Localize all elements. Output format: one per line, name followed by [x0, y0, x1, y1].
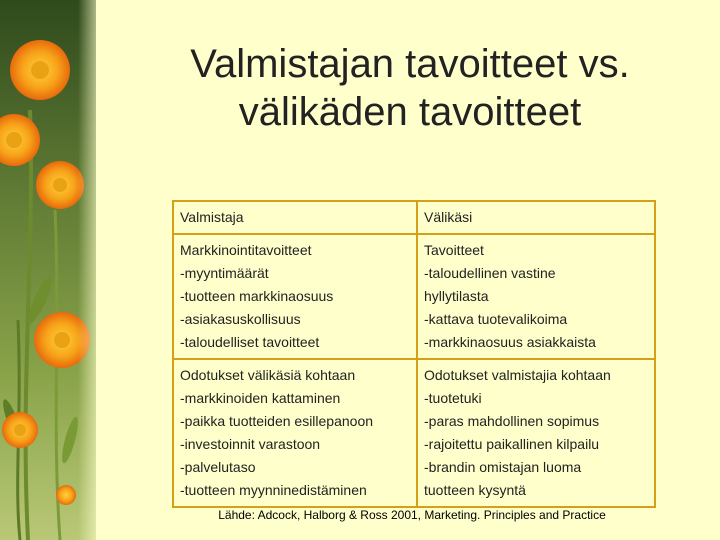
- table-row: [173, 234, 655, 359]
- cell-line: -investoinnit varastoon: [180, 436, 321, 452]
- cell-line: -taloudelliset tavoitteet: [180, 334, 320, 350]
- cell-line: Odotukset valmistajia kohtaan: [424, 367, 611, 383]
- cell-line: -paikka tuotteiden esillepanoon: [180, 413, 374, 429]
- cell-line: -kattava tuotevalikoima: [424, 311, 568, 327]
- cell-line: -tuotetuki: [424, 390, 482, 406]
- cell-line: -brandin omistajan luoma: [424, 459, 582, 475]
- cell-line: -tuotteen myynninedistäminen: [180, 482, 367, 498]
- cell-line: Markkinointitavoitteet: [180, 242, 312, 258]
- cell-line: Odotukset välikäsiä kohtaan: [180, 367, 356, 383]
- table-cell: [417, 234, 655, 359]
- table-cell: [173, 234, 417, 359]
- comparison-table: [172, 200, 656, 508]
- cell-line: -markkinoiden kattaminen: [180, 390, 341, 406]
- cell-line: tuotteen kysyntä: [424, 482, 526, 498]
- table-cell: [417, 359, 655, 507]
- cell-line: -rajoitettu paikallinen kilpailu: [424, 436, 600, 452]
- flower-photo: [0, 0, 96, 540]
- table-cell: [173, 359, 417, 507]
- source-citation: Lähde: Adcock, Halborg & Ross 2001, Marketing. Principles and Practice: [218, 508, 606, 522]
- cell-line: -paras mahdollinen sopimus: [424, 413, 600, 429]
- title-line-1: Valmistajan tavoitteet vs.: [190, 42, 630, 86]
- cell-line: Tavoitteet: [424, 242, 484, 258]
- cell-line: -myyntimäärät: [180, 265, 269, 281]
- cell-line: -markkinaosuus asiakkaista: [424, 334, 596, 350]
- table-row: [173, 359, 655, 507]
- cell-line: -tuotteen markkinaosuus: [180, 288, 334, 304]
- cell-line: hyllytilasta: [424, 288, 489, 304]
- slide-title: [130, 40, 690, 136]
- title-line-2: välikäden tavoitteet: [238, 90, 582, 134]
- header-valmistaja: Valmistaja: [173, 201, 417, 234]
- cell-line: -taloudellinen vastine: [424, 265, 556, 281]
- cell-line: -palvelutaso: [180, 459, 256, 475]
- header-valikasi: Välikäsi: [417, 201, 655, 234]
- table-header-row: [173, 201, 655, 234]
- cell-line: -asiakasuskollisuus: [180, 311, 301, 327]
- photo-fade: [78, 0, 96, 540]
